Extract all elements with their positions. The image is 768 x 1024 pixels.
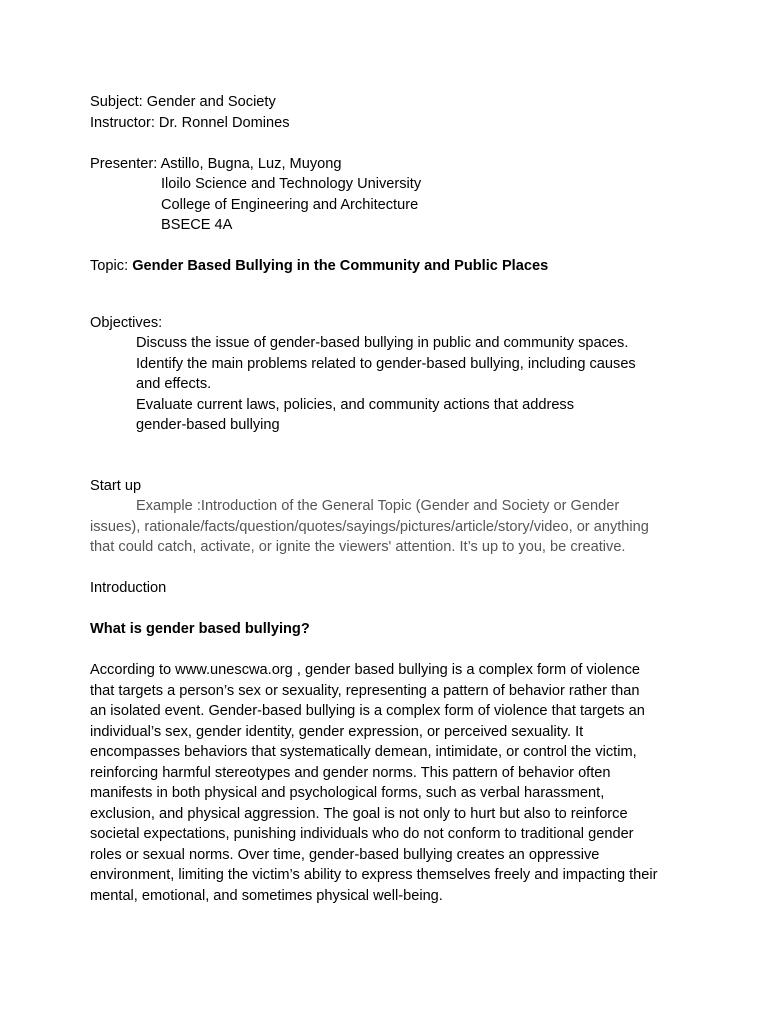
introduction-paragraph-line: societal expectations, punishing individuals who do not conform to traditional gender [90, 826, 634, 842]
presenter-line: Presenter: Astillo, Bugna, Luz, Muyong [90, 155, 342, 172]
topic-line [90, 256, 690, 277]
introduction-paragraph-line: encompasses behaviors that systematically demean, intimidate, or control the victim, [90, 744, 637, 760]
introduction-paragraph-line: environment, limiting the victim’s ability to express themselves freely and impacting their [90, 867, 658, 883]
presenter-university: Iloilo Science and Technology University [161, 176, 422, 192]
spacer [90, 599, 690, 620]
introduction-heading: Introduction [90, 580, 167, 596]
spacer [90, 640, 690, 661]
introduction-paragraph-line: that targets a person’s sex or sexuality, representing a pattern of behavior rather than [90, 682, 640, 699]
spacer [90, 436, 690, 476]
startup-text-line: issues), rationale/facts/question/quotes/sayings/pictures/article/story/video, or anything [90, 518, 649, 535]
spacer [90, 236, 690, 257]
introduction-paragraph-line: mental, emotional, and sometimes physical well-being. [90, 887, 443, 904]
document-body [90, 92, 690, 906]
introduction-paragraph-line: reinforcing harmful stereotypes and gender norms. This pattern of behavior often [90, 764, 611, 781]
topic-label: Topic: [90, 258, 133, 274]
introduction-paragraph-line: According to www.unescwa.org , gender based bullying is a complex form of violence [90, 662, 640, 678]
startup-text-line: Example :Introduction of the General Topic (Gender and Society or Gender [136, 498, 620, 514]
startup-heading: Start up [90, 477, 142, 494]
instructor-line: Instructor: Dr. Ronnel Domines [90, 114, 290, 131]
objective-item: Identify the main problems related to gender-based bullying, including causes [136, 355, 636, 372]
objectives-heading: Objectives: [90, 314, 163, 331]
objective-item: gender-based bullying [136, 417, 280, 433]
presenter-section: BSECE 4A [161, 217, 233, 233]
introduction-paragraph-line: roles or sexual norms. Over time, gender-based bullying creates an oppressive [90, 846, 600, 863]
introduction-paragraph-line: individual’s sex, gender identity, gender expression, or perceived sexuality. It [90, 723, 584, 740]
introduction-paragraph-line: exclusion, and physical aggression. The goal is not only to hurt but also to reinforce [90, 805, 628, 822]
spacer [90, 558, 690, 579]
spacer [90, 133, 690, 154]
objective-item: Discuss the issue of gender-based bullying in public and community spaces. [136, 335, 629, 351]
introduction-paragraph-line: an isolated event. Gender-based bullying is a complex form of violence that targets an [90, 703, 645, 719]
spacer [90, 277, 690, 313]
startup-text-line: that could catch, activate, or ignite the viewers' attention. It’s up to you, be creative. [90, 539, 626, 555]
introduction-question: What is gender based bullying? [90, 621, 310, 637]
introduction-paragraph-line: manifests in both physical and psychological forms, such as verbal harassment, [90, 785, 605, 801]
presenter-college: College of Engineering and Architecture [161, 196, 419, 213]
subject-line: Subject: Gender and Society [90, 94, 276, 110]
objective-item: and effects. [136, 376, 212, 392]
objective-item: Evaluate current laws, policies, and community actions that address [136, 396, 575, 413]
topic-title: Gender Based Bullying in the Community and Public Places [132, 258, 549, 274]
